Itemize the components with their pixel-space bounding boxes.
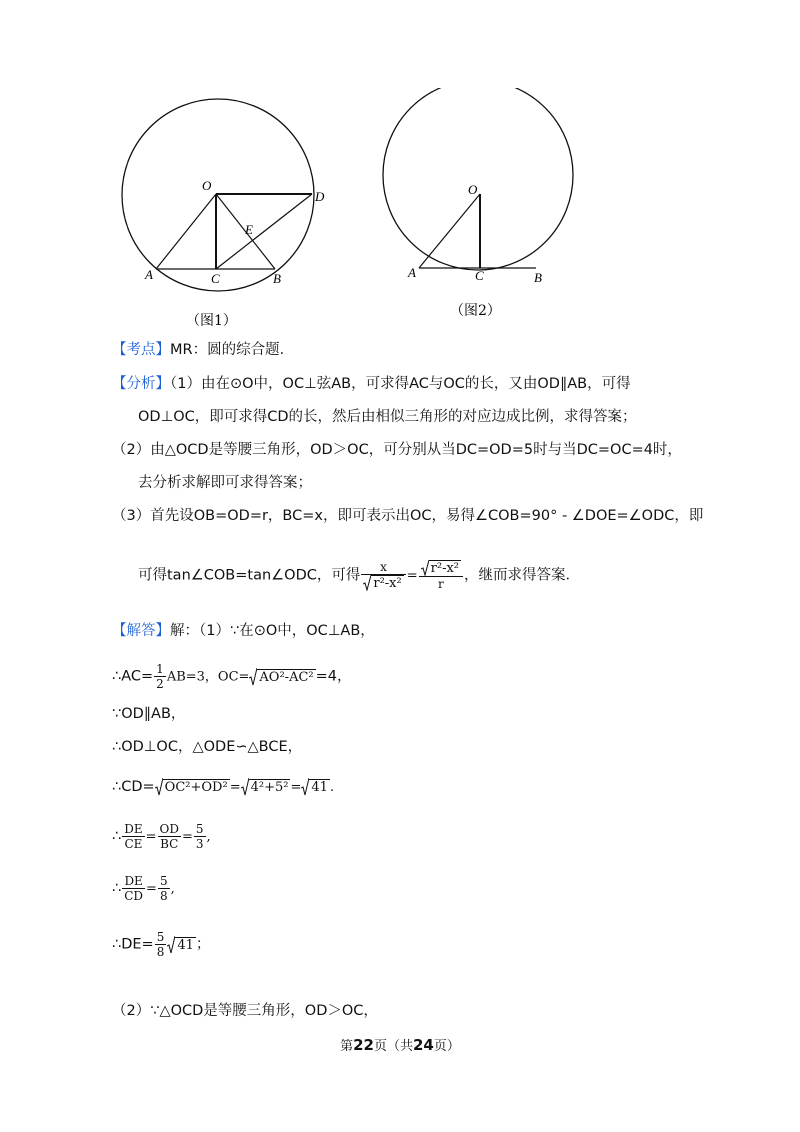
fenxi-line-1	[112, 373, 631, 395]
kaodian-line	[112, 339, 294, 361]
jieda-line-6	[112, 822, 211, 851]
jieda-line-7	[112, 874, 175, 903]
fenxi-6-pre: 可得tan∠COB=tan∠ODC，可得	[138, 567, 361, 584]
jieda-7-frac-2	[158, 874, 170, 903]
jieda-5-rad-1: OC²+OD²	[164, 780, 228, 795]
fig2-label-a: A	[408, 265, 416, 280]
fig2-circle	[383, 88, 573, 270]
fig1-label-c: C	[211, 271, 220, 286]
page-footer	[0, 1035, 800, 1054]
jieda-8-frac	[155, 930, 167, 959]
jieda-7-f2-num: 5	[159, 874, 168, 888]
jieda-line-4: ∴OD⊥OC，△ODE∽△BCE，	[112, 739, 303, 755]
sqrt-sign	[249, 666, 257, 688]
fig1-segment-cd	[216, 194, 312, 269]
jieda-7-f2-den: 8	[159, 889, 168, 903]
footer-post: 页）	[433, 1039, 460, 1054]
footer-pre: 第	[340, 1039, 354, 1054]
jieda-8-f-den: 8	[156, 945, 165, 959]
jieda-text-1: 解：（1）∵在⊙O中，OC⊥AB，	[170, 623, 375, 639]
jieda-5-pre: ∴CD=	[112, 779, 155, 795]
jieda-2-mid: AB=3，OC=	[166, 669, 250, 685]
jieda-7-f1-den: CD	[124, 889, 144, 903]
jieda-line-1	[112, 620, 375, 642]
jieda-2-post: =4，	[315, 668, 352, 685]
jieda-6-pre: ∴	[112, 828, 122, 845]
fig1-label-d: D	[315, 189, 325, 204]
fig1-label-e: E	[245, 222, 253, 237]
jieda-2-half-num: 1	[156, 662, 164, 676]
jieda-7-frac-1	[122, 874, 145, 903]
jieda-line-9: （2）∵△OCD是等腰三角形，OD＞OC，	[112, 1003, 378, 1019]
footer-page-number: 22	[353, 1036, 374, 1054]
footer-total-pages: 24	[413, 1036, 434, 1054]
fenxi-frac-1-den	[361, 575, 405, 591]
fenxi-frac-2	[419, 560, 463, 591]
jieda-6-f1-num: DE	[124, 822, 143, 836]
jieda-5-rad-2: 4²+5²	[250, 780, 289, 795]
footer-mid: 页（共	[373, 1039, 413, 1054]
jieda-8-f-num: 5	[156, 930, 165, 944]
jieda-2-half-den: 2	[156, 677, 164, 691]
fenxi-line-3: （2）由△OCD是等腰三角形，OD＞OC，可分别从当DC=OD=5时与当DC=OC=4时，	[112, 442, 682, 458]
fenxi-frac-1-rad: r²-x²	[373, 576, 402, 591]
jieda-6-f1-den: CE	[124, 837, 143, 851]
fenxi-line-5: （3）首先设OB=OD=r，BC=x，即可表示出OC，易得∠COB=90° - ∠DOE=∠ODC，即	[112, 508, 704, 524]
fenxi-line-6	[138, 560, 580, 591]
fig2-segment-oa	[419, 194, 480, 268]
jieda-6-eq-1: =	[145, 829, 157, 845]
fenxi-text-1a: （1）由在⊙O中，OC⊥弦AB，可求得AC与OC的长，又由OD∥AB，可得	[170, 376, 631, 392]
jieda-8-post: ；	[195, 936, 211, 953]
jieda-6-f2-den: BC	[160, 837, 179, 851]
sqrt-sign	[155, 776, 163, 798]
jieda-7-post: ,	[170, 881, 175, 897]
jieda-6-frac-3	[194, 822, 206, 851]
figure-1	[110, 88, 350, 333]
jieda-2-pre: ∴AC=	[112, 668, 154, 685]
jieda-line-5	[112, 776, 334, 799]
fenxi-6-eq: =	[406, 568, 418, 584]
jieda-7-f1-num: DE	[122, 874, 145, 889]
jieda-7-eq: =	[146, 881, 157, 897]
jieda-tag: 【解答】	[112, 623, 170, 639]
fenxi-frac-2-rad: r²-x²	[430, 561, 460, 576]
jieda-7-pre: ∴	[112, 880, 122, 897]
kaodian-text: MR：圆的综合题．	[170, 342, 295, 358]
jieda-line-2	[112, 662, 352, 691]
sqrt-sign	[301, 776, 309, 798]
fig2-label-o: O	[468, 182, 478, 197]
fig2-caption: （图2）	[450, 303, 501, 319]
fig1-label-o: O	[202, 178, 212, 193]
sqrt-sign	[421, 560, 429, 576]
fenxi-6-post: ，继而求得答案．	[464, 567, 581, 584]
jieda-5-eq-1: =	[229, 780, 241, 795]
fig1-segment-oa	[156, 194, 216, 269]
kaodian-tag: 【考点】	[112, 342, 170, 358]
sqrt-sign	[363, 575, 371, 591]
jieda-6-eq-2: =	[182, 829, 193, 845]
jieda-8-rad: 41	[177, 937, 194, 953]
sqrt-sign	[241, 776, 249, 798]
jieda-5-eq-2: =	[290, 780, 302, 795]
fenxi-tag: 【分析】	[112, 376, 170, 392]
fenxi-frac-2-num	[419, 560, 463, 577]
figure-2	[370, 88, 590, 323]
jieda-6-f2-num: OD	[159, 822, 179, 836]
jieda-5-post: .	[329, 780, 335, 795]
jieda-8-pre: ∴DE=	[112, 936, 154, 953]
jieda-2-rad: AO²-AC²	[259, 669, 314, 685]
jieda-2-half	[154, 662, 166, 691]
sqrt-sign	[167, 934, 175, 956]
fenxi-line-4: 去分析求解即可求得答案；	[138, 475, 312, 491]
jieda-6-frac-1	[122, 822, 144, 851]
jieda-6-f3-den: 3	[195, 837, 204, 851]
fig1-caption: （图1）	[186, 313, 237, 329]
jieda-line-3: ∵OD∥AB，	[112, 706, 186, 722]
fig2-label-b: B	[534, 270, 542, 285]
fenxi-frac-1	[361, 560, 405, 591]
jieda-5-rad-3: 41	[311, 780, 328, 795]
fenxi-line-2: OD⊥OC，即可求得CD的长，然后由相似三角形的对应边成比例，求得答案；	[138, 409, 637, 425]
fig1-label-a: A	[145, 267, 153, 282]
fig2-label-c: C	[475, 268, 484, 283]
fenxi-frac-1-num: x	[361, 560, 405, 575]
jieda-6-post: ,	[206, 829, 211, 845]
jieda-6-frac-2	[158, 822, 181, 851]
jieda-line-8	[112, 930, 210, 959]
jieda-6-f3-num: 5	[195, 822, 204, 836]
fenxi-frac-2-den: r	[437, 577, 444, 591]
fig1-label-b: B	[273, 271, 281, 286]
